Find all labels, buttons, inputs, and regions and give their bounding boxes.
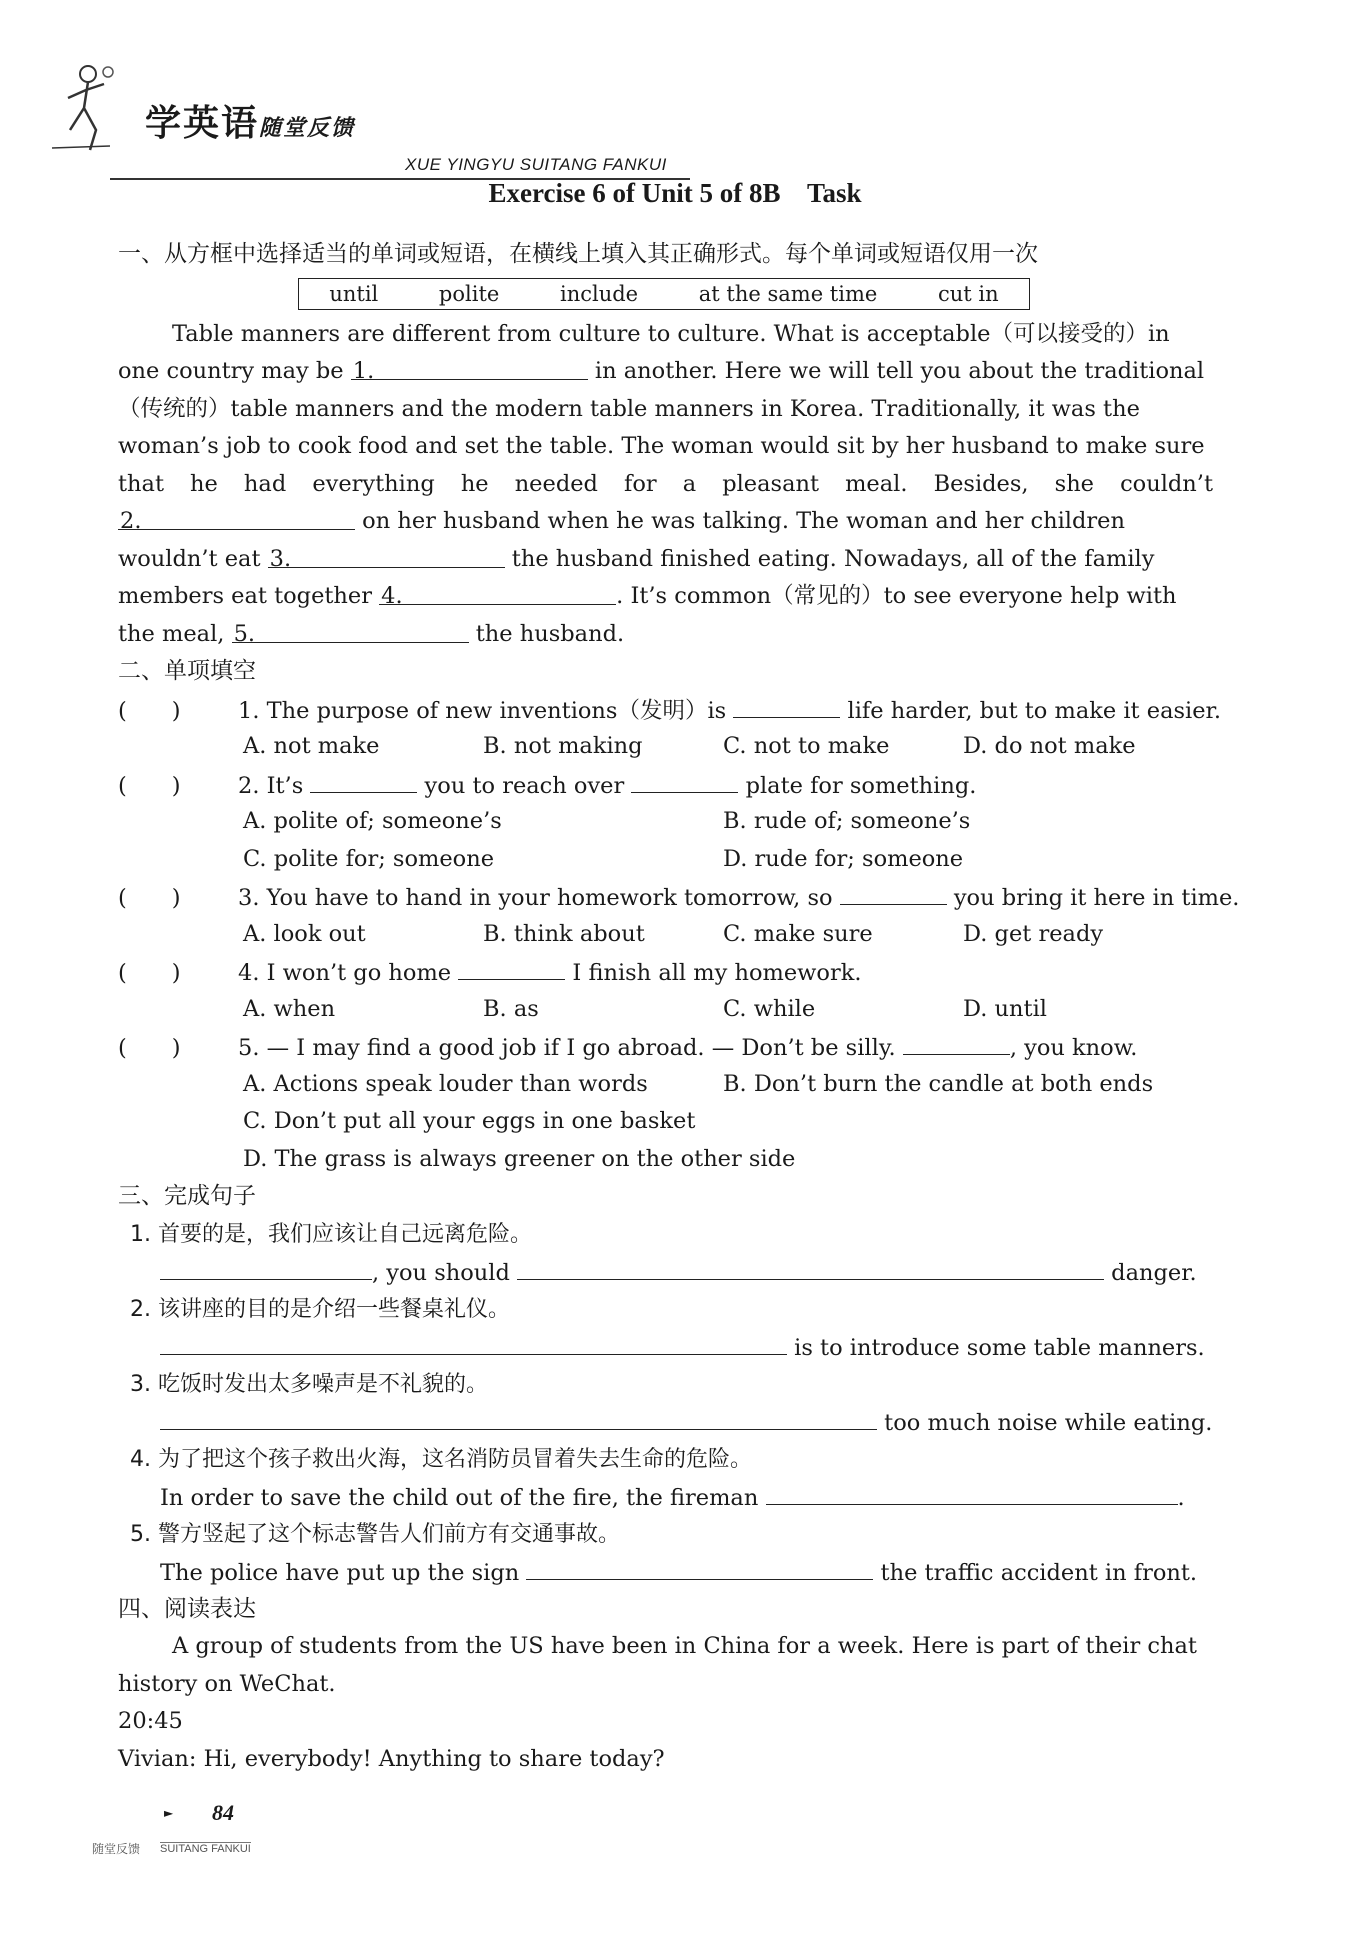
answer-parens[interactable]: ( ) <box>118 960 181 986</box>
header <box>50 50 670 174</box>
question-1: ( ) 1. The purpose of new inventions（发明）is life harder, but to make it easier. <box>118 691 1213 729</box>
chat-message: Vivian: Hi, everybody! Anything to share today? <box>118 1745 665 1772</box>
question-5: ( ) 5. — I may find a good job if I go abroad. — Don’t be silly. , you know. <box>118 1028 1213 1066</box>
sentence-blank[interactable] <box>517 1253 1104 1280</box>
sentence-blank[interactable] <box>160 1328 787 1355</box>
sentence-en: , you should danger. <box>118 1253 1213 1291</box>
option[interactable]: B. rude of; someone’s <box>723 808 971 834</box>
option[interactable]: B. think about <box>483 920 645 947</box>
word-box <box>298 278 1030 310</box>
sentence-en: In order to save the child out of the fire, the fireman . <box>118 1478 1213 1516</box>
footer <box>92 1800 392 1880</box>
question-blank[interactable] <box>840 878 947 905</box>
sentence-blank[interactable] <box>160 1403 877 1430</box>
option[interactable]: A. when <box>243 995 336 1022</box>
content <box>118 236 1240 1778</box>
option[interactable]: A. look out <box>243 920 366 947</box>
passage-line: 2. on her husband when he was talking. The woman and her children <box>118 503 1213 541</box>
option[interactable]: C. while <box>723 995 816 1022</box>
section1-heading: 一、从方框中选择适当的单词或短语，在横线上填入其正确形式。每个单词或短语仅用一次 <box>118 241 1038 267</box>
option[interactable]: C. Don’t put all your eggs in one basket <box>243 1108 696 1134</box>
sentence-cn: 2. 该讲座的目的是介绍一些餐桌礼仪。 <box>130 1296 510 1322</box>
section3-heading: 三、完成句子 <box>118 1183 256 1209</box>
brand-pinyin: XUE YINGYU SUITANG FANKUI <box>405 155 667 174</box>
option[interactable]: C. make sure <box>723 920 873 947</box>
running-figure-logo-icon <box>50 60 120 155</box>
sentence-en: is to introduce some table manners. <box>118 1328 1213 1366</box>
page-number: 84 <box>212 1800 234 1825</box>
reading-intro: A group of students from the US have been in China for a week. Here is part of their chat <box>172 1633 1197 1659</box>
brand-title: 学英语随堂反馈 <box>145 103 356 144</box>
section2-heading: 二、单项填空 <box>118 658 256 684</box>
sentence-cn: 5. 警方竖起了这个标志警告人们前方有交通事故。 <box>130 1521 620 1547</box>
sentence-cn: 3. 吃饭时发出太多噪声是不礼貌的。 <box>130 1371 488 1397</box>
question-blank[interactable] <box>903 1028 1010 1055</box>
question-blank[interactable] <box>310 766 417 793</box>
exercise-title: Exercise 6 of Unit 5 of 8B Task <box>488 178 862 208</box>
word-box-item: include <box>559 281 639 306</box>
option[interactable]: D. do not make <box>963 733 1136 759</box>
question-3: ( ) 3. You have to hand in your homework tomorrow, so you bring it here in time. <box>118 878 1213 916</box>
answer-parens[interactable]: ( ) <box>118 1035 181 1061</box>
answer-blank-3[interactable]: 3. <box>268 541 505 568</box>
option[interactable]: B. Don’t burn the candle at both ends <box>723 1070 1154 1097</box>
word-box-item: at the same time <box>698 281 878 306</box>
answer-blank-4[interactable]: 4. <box>379 578 616 605</box>
word-box-item: until <box>329 281 379 306</box>
passage-line: woman’s job to cook food and set the table. The woman would sit by her husband to make sure <box>118 433 1205 459</box>
answer-blank-2[interactable]: 2. <box>118 503 355 530</box>
sentence-cn: 1. 首要的是，我们应该让自己远离危险。 <box>130 1221 532 1247</box>
question-blank[interactable] <box>631 766 738 793</box>
sentence-cn: 4. 为了把这个孩子救出火海，这名消防员冒着失去生命的危险。 <box>130 1446 752 1472</box>
question-blank[interactable] <box>733 691 840 718</box>
question-2: ( ) 2. It’s you to reach over plate for something. <box>118 766 1213 804</box>
passage-line: that he had everything he needed for a pleasant meal. Besides, she couldn’t <box>118 470 1213 497</box>
passage-line: Table manners are different from culture to culture. What is acceptable（可以接受的）in <box>172 320 1170 347</box>
options-row <box>118 803 1213 841</box>
option[interactable]: D. until <box>963 995 1047 1022</box>
option[interactable]: B. as <box>483 995 539 1022</box>
word-box-item: polite <box>438 281 500 306</box>
passage-line: members eat together 4. . It’s common（常见的）to see everyone help with <box>118 578 1213 616</box>
sentence-blank[interactable] <box>160 1253 372 1280</box>
option[interactable]: A. polite of; someone’s <box>243 808 502 834</box>
arrow-icon: ► <box>164 1806 174 1820</box>
reading-intro: history on WeChat. <box>118 1670 336 1697</box>
question-4: ( ) 4. I won’t go home I finish all my homework. <box>118 953 1213 991</box>
answer-parens[interactable]: ( ) <box>118 885 181 911</box>
footer-en: SUITANG FANKUI <box>160 1843 251 1855</box>
option[interactable]: D. The grass is always greener on the other side <box>243 1145 796 1172</box>
options-row <box>118 991 1213 1029</box>
option[interactable]: A. Actions speak louder than words <box>243 1070 648 1097</box>
answer-blank-1[interactable]: 1. <box>351 353 588 380</box>
answer-parens[interactable]: ( ) <box>118 772 181 799</box>
option[interactable]: B. not making <box>483 733 643 759</box>
passage-line: the meal, 5. the husband. <box>118 616 1213 654</box>
answer-blank-5[interactable]: 5. <box>232 616 469 643</box>
options-row <box>118 841 1213 879</box>
sentence-en: The police have put up the sign the traffic accident in front. <box>118 1553 1213 1591</box>
sentence-blank[interactable] <box>766 1478 1178 1505</box>
passage-line: wouldn’t eat 3. the husband finished eating. Nowadays, all of the family <box>118 541 1213 579</box>
passage-line: one country may be 1. in another. Here we will tell you about the traditional <box>118 353 1213 391</box>
options-row <box>118 916 1213 954</box>
section4-heading: 四、阅读表达 <box>118 1595 256 1622</box>
question-blank[interactable] <box>458 953 565 980</box>
options-row <box>118 728 1213 766</box>
passage-line: （传统的）table manners and the modern table manners in Korea. Traditionally, it was the <box>118 395 1140 422</box>
option[interactable]: A. not make <box>243 733 380 759</box>
footer-cn: 随堂反馈 <box>92 1842 141 1856</box>
word-box-item: cut in <box>937 281 999 306</box>
sentence-blank[interactable] <box>526 1553 873 1580</box>
sentence-en: too much noise while eating. <box>118 1403 1213 1441</box>
chat-time: 20:45 <box>118 1708 183 1734</box>
options-row <box>118 1066 1213 1104</box>
option[interactable]: C. not to make <box>723 733 890 759</box>
answer-parens[interactable]: ( ) <box>118 697 181 724</box>
option[interactable]: C. polite for; someone <box>243 845 495 872</box>
option[interactable]: D. get ready <box>963 920 1104 947</box>
option[interactable]: D. rude for; someone <box>723 845 964 872</box>
